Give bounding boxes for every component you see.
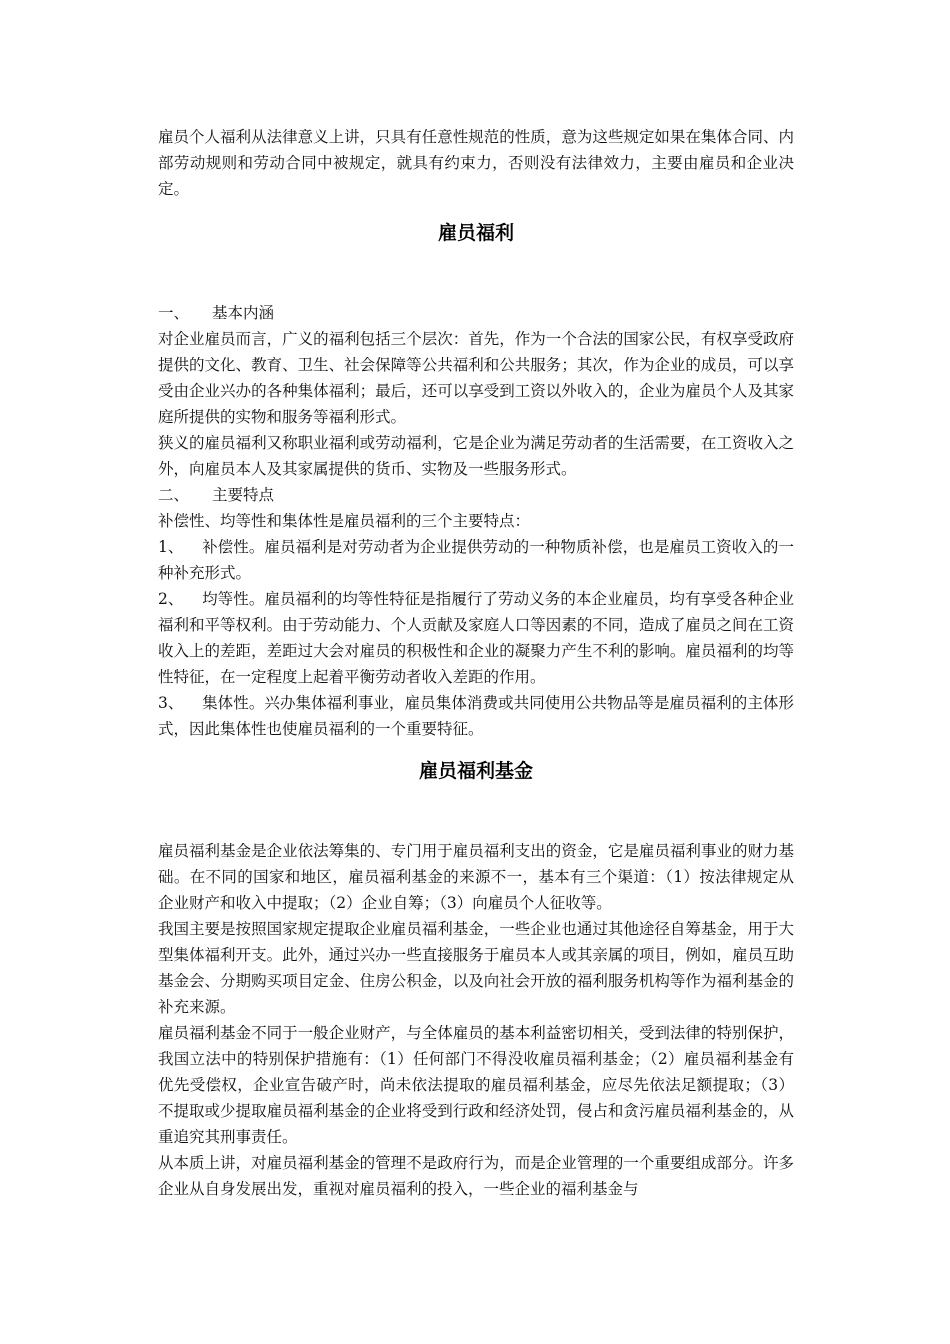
- list-item-number: 1、: [158, 538, 184, 556]
- section-title: 基本内涵: [212, 304, 275, 322]
- list-item-equality: [158, 586, 794, 690]
- section-number: 二、: [158, 486, 190, 504]
- list-item-text: 均等性。雇员福利的均等性特征是指履行了劳动义务的本企业雇员，均有享受各种企业福利和平等权利。由于劳动能力、个人贡献及家庭人口等因素的不同，造成了雇员之间在工资收入上的差距，差距过大会对雇员的积极性和企业的凝聚力产生不利的影响。雇员福利的均等性特征，在一定程度上起着平衡劳动者收入差距的作用。: [158, 590, 794, 686]
- section-heading-basic: [158, 300, 794, 326]
- paragraph-fund-sources: 雇员福利基金是企业依法筹集的、专门用于雇员福利支出的资金，它是雇员福利事业的财力基础。在不同的国家和地区，雇员福利基金的来源不一，基本有三个渠道：（1）按法律规定从企业财产和收入中提取；（2）企业自筹；（3）向雇员个人征收等。: [158, 842, 794, 912]
- paragraph-fund-china: 我国主要是按照国家规定提取企业雇员福利基金，一些企业也通过其他途径自筹基金，用于大型集体福利开支。此外，通过兴办一些直接服务于雇员本人或其亲属的项目，例如，雇员互助基金会、分期购买项目定金、住房公积金，以及向社会开放的福利服务机构等作为福利基金的补充来源。: [158, 920, 794, 1016]
- paragraph-fund-protection: 雇员福利基金不同于一般企业财产，与全体雇员的基本利益密切相关，受到法律的特别保护，我国立法中的特别保护措施有：（1）任何部门不得没收雇员福利基金；（2）雇员福利基金有优先受偿权，企业宣告破产时，尚未依法提取的雇员福利基金，应尽先依法足额提取；（3）不提取或少提取雇员福利基金的企业将受到行政和经济处罚，侵占和贪污雇员福利基金的，从重追究其刑事责任。: [158, 1024, 794, 1146]
- list-item-text: 集体性。兴办集体福利事业，雇员集体消费或共同使用公共物品等是雇员福利的主体形式，因此集体性也使雇员福利的一个重要特征。: [158, 694, 794, 738]
- heading-welfare-fund: 雇员福利基金: [418, 760, 533, 782]
- list-item-compensation: [158, 534, 794, 586]
- heading-employee-welfare: 雇员福利: [437, 222, 514, 244]
- list-item-text: 补偿性。雇员福利是对劳动者为企业提供劳动的一种物质补偿，也是雇员工资收入的一种补充形式。: [158, 538, 794, 582]
- section-heading-features: [158, 482, 794, 508]
- section-number: 一、: [158, 304, 190, 322]
- intro-paragraph: 雇员个人福利从法律意义上讲，只具有任意性规范的性质，意为这些规定如果在集体合同、内部劳动规则和劳动合同中被规定，就具有约束力，否则没有法律效力，主要由雇员和企业决定。: [158, 128, 794, 198]
- list-item-collectivity: [158, 690, 794, 742]
- list-item-number: 3、: [158, 694, 184, 712]
- document-page: [158, 124, 794, 1202]
- paragraph-fund-management: 从本质上讲，对雇员福利基金的管理不是政府行为，而是企业管理的一个重要组成部分。许多企业从自身发展出发，重视对雇员福利的投入，一些企业的福利基金与: [158, 1154, 794, 1198]
- paragraph-broad-welfare: 对企业雇员而言，广义的福利包括三个层次：首先，作为一个合法的国家公民，有权享受政府提供的文化、教育、卫生、社会保障等公共福利和公共服务；其次，作为企业的成员，可以享受由企业兴办的各种集体福利；最后，还可以享受到工资以外收入的，企业为雇员个人及其家庭所提供的实物和服务等福利形式。: [158, 330, 794, 426]
- paragraph-features-intro: 补偿性、均等性和集体性是雇员福利的三个主要特点：: [158, 512, 531, 530]
- section-title: 主要特点: [212, 486, 275, 504]
- list-item-number: 2、: [158, 590, 184, 608]
- paragraph-narrow-welfare: 狭义的雇员福利又称职业福利或劳动福利，它是企业为满足劳动者的生活需要，在工资收入之外，向雇员本人及其家属提供的货币、实物及一些服务形式。: [158, 434, 794, 478]
